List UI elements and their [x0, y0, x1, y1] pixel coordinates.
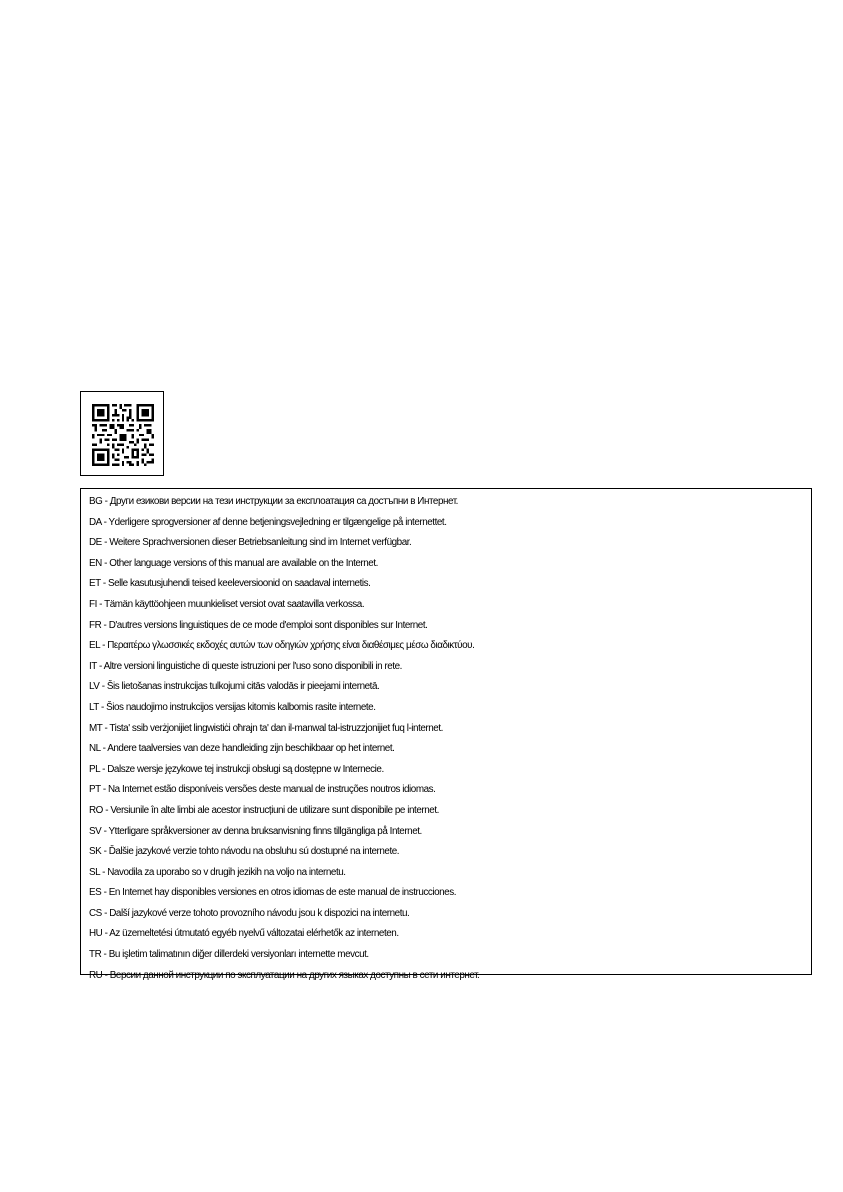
language-line-mt: MT - Tista' ssib verżjonijiet lingwistiċi oħrajn ta' dan il-manwal tal-istruzzjonijiet fuq l-internet. [89, 722, 443, 734]
language-line-cs: CS - Další jazykové verze tohoto provozního návodu jsou k dispozici na internetu. [89, 907, 410, 919]
language-line-sv: SV - Ytterligare språkversioner av denna bruksanvisning finns tillgängliga på Internet. [89, 825, 422, 837]
language-versions-notice [80, 488, 812, 981]
language-line-et: ET - Selle kasutusjuhendi teised keeleversioonid on saadaval internetis. [89, 578, 371, 590]
language-line-fi: FI - Tämän käyttöohjeen muunkieliset versiot ovat saatavilla verkossa. [89, 598, 365, 610]
language-line-ro: RO - Versiunile în alte limbi ale acestor instrucțiuni de utilizare sunt disponibile pe internet. [89, 804, 439, 816]
language-line-sl: SL - Navodila za uporabo so v drugih jezikih na voljo na internetu. [89, 866, 346, 878]
language-line-hu: HU - Az üzemeltetési útmutató egyéb nyelvű változatai elérhetők az interneten. [89, 928, 399, 940]
language-line-nl: NL - Andere taalversies van deze handleiding zijn beschikbaar op het internet. [89, 743, 395, 755]
language-line-bg: BG - Други езикови версии на тези инструкции за експлоатация са достъпни в Интернет. [89, 496, 458, 507]
language-line-da: DA - Yderligere sprogversioner af denne betjeningsvejledning er tilgængelige på internettet. [89, 516, 447, 528]
language-line-lv: LV - Šis lietošanas instrukcijas tulkojumi citās valodās ir pieejami internetā. [89, 681, 380, 693]
language-line-tr: TR - Bu işletim talimatının diğer dillerdeki versiyonları internette mevcut. [89, 949, 369, 961]
language-line-fr: FR - D'autres versions linguistiques de ce mode d'emploi sont disponibles sur Internet. [89, 619, 428, 631]
qr-code-icon [92, 404, 154, 466]
language-line-lt: LT - Šios naudojimo instrukcijos versijas kitomis kalbomis rasite internete. [89, 701, 376, 713]
language-line-de: DE - Weitere Sprachversionen dieser Betriebsanleitung sind im Internet verfügbar. [89, 537, 412, 549]
language-list [89, 492, 811, 986]
language-line-es: ES - En Internet hay disponibles versiones en otros idiomas de este manual de instrucciones. [89, 887, 456, 899]
language-line-it: IT - Altre versioni linguistiche di queste istruzioni per l'uso sono disponibili in rete. [89, 660, 402, 672]
language-line-el: EL - Περαιτέρω γλωσσικές εκδοχές αυτών των οδηγιών χρήσης είναι διαθέσιμες μέσω διαδικτύου. [89, 640, 475, 652]
language-line-pt: PT - Na Internet estão disponíveis versões deste manual de instruções noutros idiomas. [89, 784, 436, 796]
language-line-en: EN - Other language versions of this manual are available on the Internet. [89, 557, 378, 569]
language-line-sk: SK - Ďalšie jazykové verzie tohto návodu na obsluhu sú dostupné na internete. [89, 846, 400, 858]
qr-code-frame [80, 391, 164, 476]
language-line-pl: PL - Dalsze wersje językowe tej instrukcji obsługi są dostępne w Internecie. [89, 763, 384, 775]
language-line-ru: RU - Версии данной инструкции по эксплуатации на других языках доступны в сети интернет. [89, 969, 480, 981]
